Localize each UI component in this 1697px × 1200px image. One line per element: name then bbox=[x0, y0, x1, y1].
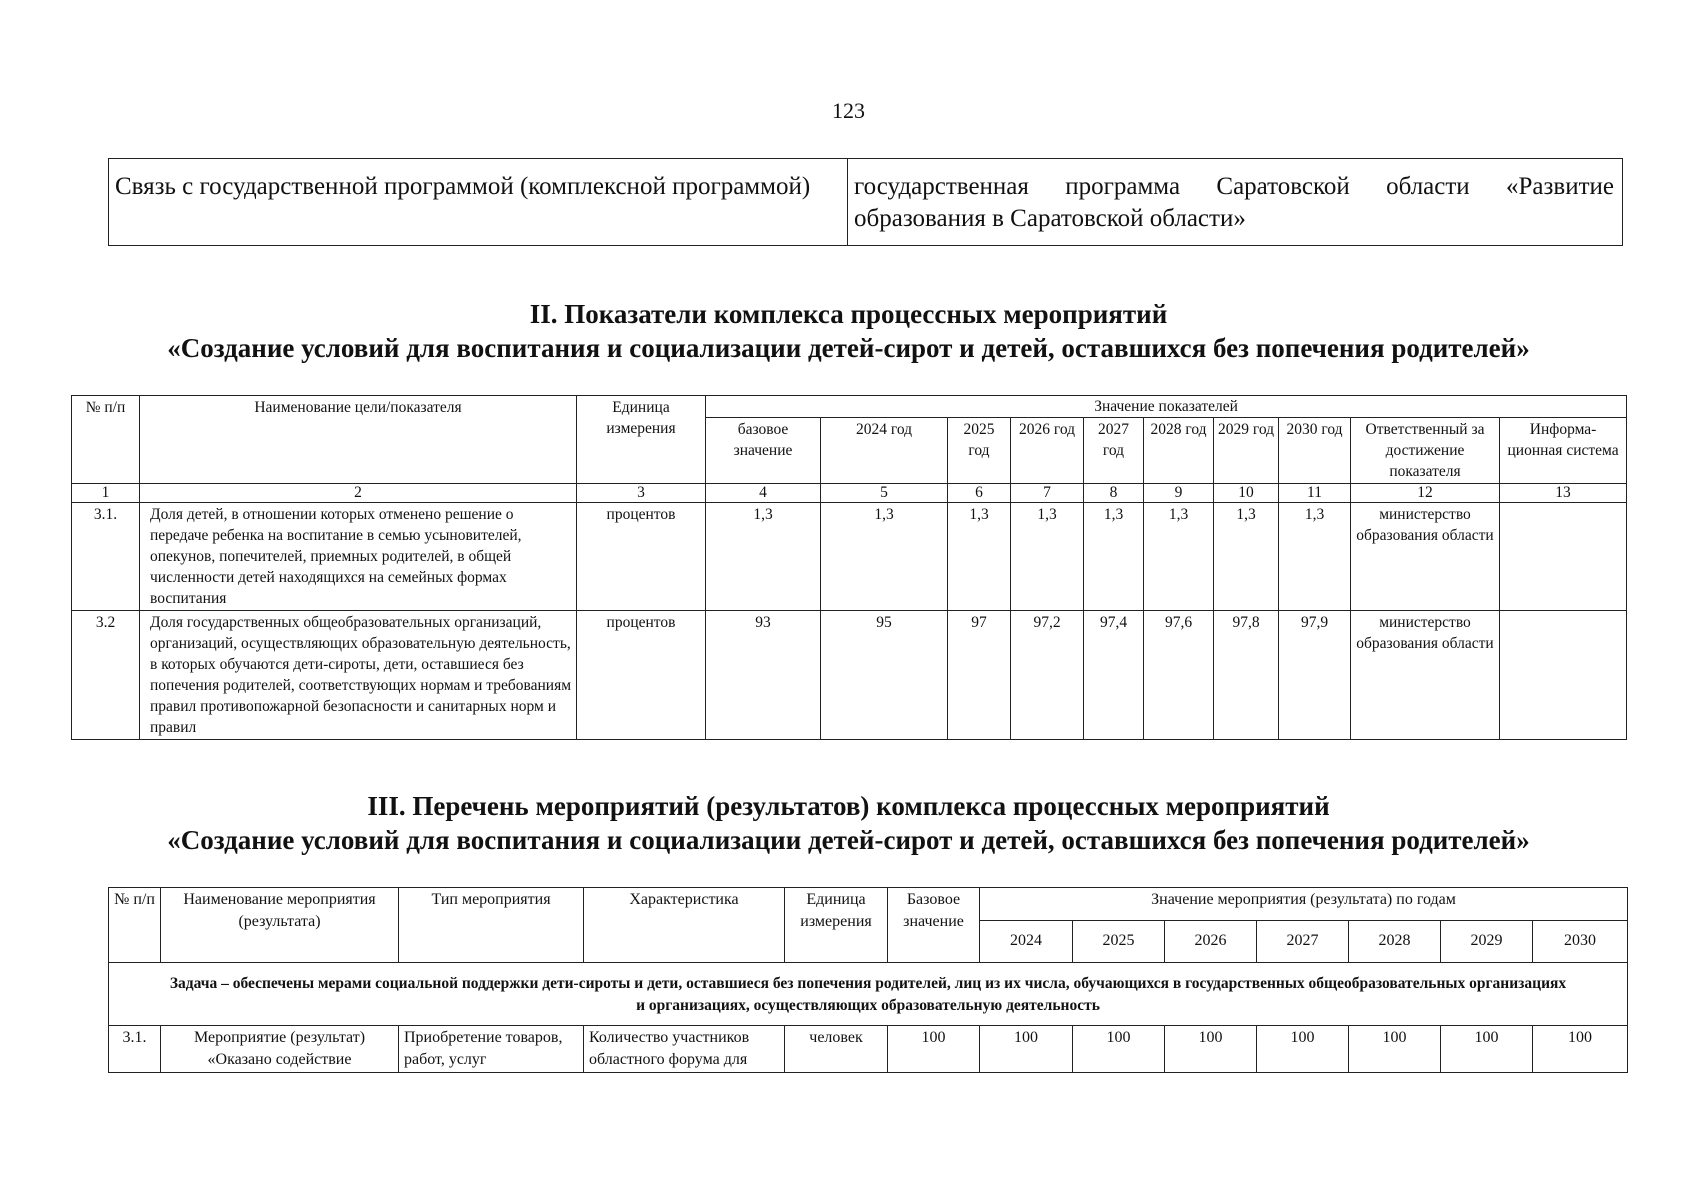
ev-header-base: Базовое значение bbox=[888, 888, 980, 963]
indicator-2028: 97,6 bbox=[1144, 611, 1214, 740]
program-link-row bbox=[109, 159, 1623, 246]
ev-header-year: 2028 bbox=[1349, 921, 1441, 963]
index-cell: 7 bbox=[1011, 484, 1084, 503]
indicator-base: 1,3 bbox=[706, 503, 821, 611]
indicator-unit: процентов bbox=[577, 611, 706, 740]
index-cell: 5 bbox=[821, 484, 948, 503]
event-year-value: 100 bbox=[1257, 1026, 1349, 1073]
ev-header-type: Тип мероприятия bbox=[399, 888, 584, 963]
indicator-name: Доля детей, в отношении которых отменено решение о передаче ребенка на воспитание в семью усыновителей, опекунов, попечителей, приемных родителей, в общей численности детей находящихся на семейных формах воспитания bbox=[140, 503, 577, 611]
event-year-value: 100 bbox=[1165, 1026, 1257, 1073]
index-cell: 9 bbox=[1144, 484, 1214, 503]
header-base: базовое значение bbox=[706, 418, 821, 484]
event-base: 100 bbox=[888, 1026, 980, 1073]
event-name: Мероприятие (результат) «Оказано содействие bbox=[161, 1026, 399, 1073]
header-unit: Единица измерения bbox=[577, 396, 706, 484]
program-link-label: Связь с государственной программой (комплексной программой) bbox=[109, 159, 848, 246]
event-type: Приобретение товаров, работ, услуг bbox=[399, 1026, 584, 1073]
ev-header-year: 2027 bbox=[1257, 921, 1349, 963]
section-2-title-line2: «Создание условий для воспитания и социализации детей-сирот и детей, оставшихся без попечения родителей» bbox=[167, 333, 1530, 363]
event-year-value: 100 bbox=[1533, 1026, 1628, 1073]
header-info: Информа-ционная система bbox=[1500, 418, 1627, 484]
indicator-base: 93 bbox=[706, 611, 821, 740]
task-row bbox=[109, 963, 1628, 1026]
section-3-title-line2: «Создание условий для воспитания и социализации детей-сирот и детей, оставшихся без попечения родителей» bbox=[167, 825, 1530, 855]
indicators-header-row-1 bbox=[72, 396, 1627, 418]
index-cell: 2 bbox=[140, 484, 577, 503]
indicator-2025: 1,3 bbox=[948, 503, 1011, 611]
header-2029: 2029 год bbox=[1214, 418, 1279, 484]
header-2024: 2024 год bbox=[821, 418, 948, 484]
indicator-2028: 1,3 bbox=[1144, 503, 1214, 611]
ev-header-values-group: Значение мероприятия (результата) по годам bbox=[980, 888, 1628, 921]
index-cell: 12 bbox=[1351, 484, 1500, 503]
page-number: 123 bbox=[832, 98, 865, 123]
indicator-row bbox=[72, 611, 1627, 740]
ev-header-name: Наименование мероприятия (результата) bbox=[161, 888, 399, 963]
indicator-row bbox=[72, 503, 1627, 611]
indicator-2026: 97,2 bbox=[1011, 611, 1084, 740]
program-link-value: государственная программа Саратовской области «Развитие образования в Саратовской области» bbox=[848, 159, 1623, 246]
header-responsible: Ответственный за достижение показателя bbox=[1351, 418, 1500, 484]
task-text: Задача – обеспечены мерами социальной поддержки дети-сироты и дети, оставшиеся без попечения родителей, лиц из их числа, обучающихся в государственных общеобразовательных организациях и организациях, осуществляющих образовательную деятельность bbox=[109, 963, 1628, 1026]
indicators-index-row bbox=[72, 484, 1627, 503]
indicator-unit: процентов bbox=[577, 503, 706, 611]
index-cell: 6 bbox=[948, 484, 1011, 503]
ev-header-characteristic: Характеристика bbox=[584, 888, 785, 963]
section-2-title bbox=[0, 297, 1697, 365]
index-cell: 8 bbox=[1084, 484, 1144, 503]
event-year-value: 100 bbox=[1441, 1026, 1533, 1073]
ev-header-unit: Единица измерения bbox=[785, 888, 888, 963]
event-row bbox=[109, 1026, 1628, 1073]
indicator-2029: 97,8 bbox=[1214, 611, 1279, 740]
event-unit: человек bbox=[785, 1026, 888, 1073]
header-2028: 2028 год bbox=[1144, 418, 1214, 484]
ev-header-year: 2024 bbox=[980, 921, 1073, 963]
indicator-num: 3.2 bbox=[72, 611, 140, 740]
indicator-2025: 97 bbox=[948, 611, 1011, 740]
event-characteristic: Количество участников областного форума для bbox=[584, 1026, 785, 1073]
header-num: № п/п bbox=[72, 396, 140, 484]
index-cell: 10 bbox=[1214, 484, 1279, 503]
ev-header-year: 2029 bbox=[1441, 921, 1533, 963]
ev-header-year: 2026 bbox=[1165, 921, 1257, 963]
header-name: Наименование цели/показателя bbox=[140, 396, 577, 484]
indicator-responsible: министерство образования области bbox=[1351, 503, 1500, 611]
indicator-2027: 97,4 bbox=[1084, 611, 1144, 740]
indicator-2029: 1,3 bbox=[1214, 503, 1279, 611]
index-cell: 13 bbox=[1500, 484, 1627, 503]
indicator-responsible: министерство образования области bbox=[1351, 611, 1500, 740]
indicator-2030: 1,3 bbox=[1279, 503, 1351, 611]
event-year-value: 100 bbox=[1073, 1026, 1165, 1073]
index-cell: 11 bbox=[1279, 484, 1351, 503]
ev-header-year: 2030 bbox=[1533, 921, 1628, 963]
header-2030: 2030 год bbox=[1279, 418, 1351, 484]
index-cell: 1 bbox=[72, 484, 140, 503]
indicator-2024: 1,3 bbox=[821, 503, 948, 611]
header-values-group: Значение показателей bbox=[706, 396, 1627, 418]
ev-header-num: № п/п bbox=[109, 888, 161, 963]
indicator-2027: 1,3 bbox=[1084, 503, 1144, 611]
indicators-table bbox=[71, 395, 1627, 740]
header-2025: 2025 год bbox=[948, 418, 1011, 484]
event-year-value: 100 bbox=[980, 1026, 1073, 1073]
indicator-num: 3.1. bbox=[72, 503, 140, 611]
ev-header-year: 2025 bbox=[1073, 921, 1165, 963]
indicator-info bbox=[1500, 611, 1627, 740]
indicator-2024: 95 bbox=[821, 611, 948, 740]
indicator-info bbox=[1500, 503, 1627, 611]
section-2-title-line1: II. Показатели комплекса процессных мероприятий bbox=[529, 299, 1168, 329]
program-link-table bbox=[108, 158, 1623, 246]
index-cell: 4 bbox=[706, 484, 821, 503]
events-header-row-1 bbox=[109, 888, 1628, 921]
header-2026: 2026 год bbox=[1011, 418, 1084, 484]
indicator-2030: 97,9 bbox=[1279, 611, 1351, 740]
section-3-title-line1: III. Перечень мероприятий (результатов) комплекса процессных мероприятий bbox=[367, 791, 1330, 821]
indicator-name: Доля государственных общеобразовательных организаций, организаций, осуществляющих образовательную деятельность, в которых обучаются дети-сироты, дети, оставшиеся без попечения родителей, соответствующих нормам и требованиям правил противопожарной безопасности и санитарных норм и правил bbox=[140, 611, 577, 740]
indicator-2026: 1,3 bbox=[1011, 503, 1084, 611]
index-cell: 3 bbox=[577, 484, 706, 503]
event-year-value: 100 bbox=[1349, 1026, 1441, 1073]
event-num: 3.1. bbox=[109, 1026, 161, 1073]
events-table bbox=[108, 887, 1628, 1073]
section-3-title bbox=[0, 789, 1697, 857]
header-2027: 2027 год bbox=[1084, 418, 1144, 484]
